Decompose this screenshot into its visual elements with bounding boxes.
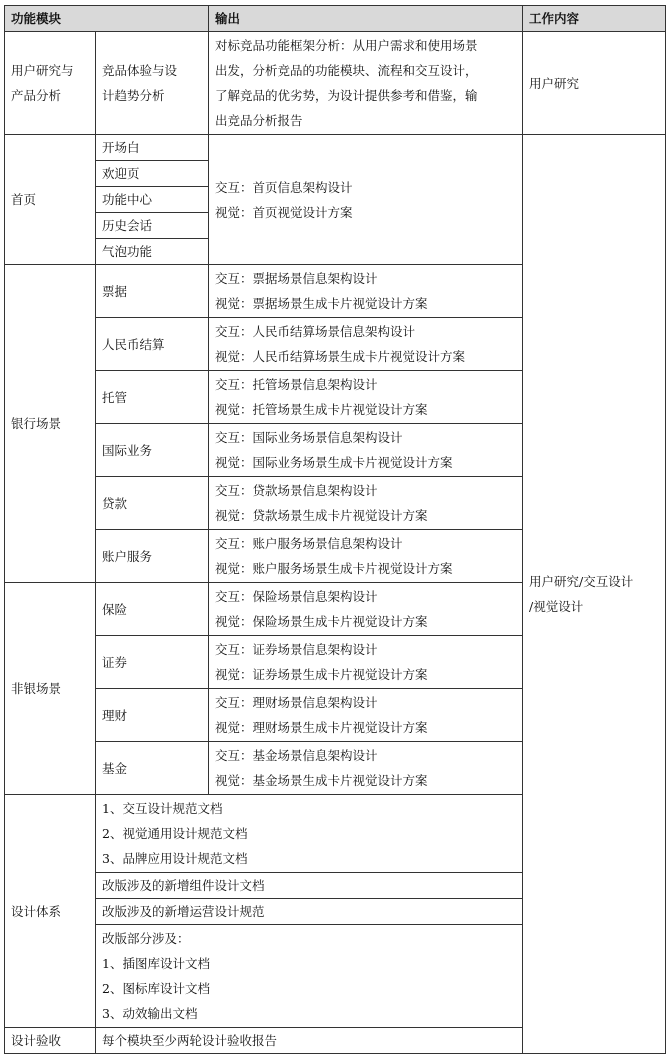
research-module: 用户研究与 产品分析 — [5, 32, 96, 135]
nonbank-module: 非银场景 — [5, 583, 96, 795]
home-sub-item: 欢迎页 — [96, 161, 209, 187]
nonbank-output: 交互：保险场景信息架构设计 视觉：保险场景生成卡片视觉设计方案 — [209, 583, 523, 636]
nonbank-output: 交互：基金场景信息架构设计 视觉：基金场景生成卡片视觉设计方案 — [209, 742, 523, 795]
system-output: 改版涉及的新增运营设计规范 — [96, 899, 523, 925]
bank-sub: 账户服务 — [96, 530, 209, 583]
research-output: 对标竞品功能框架分析：从用户需求和使用场景 出发，分析竞品的功能模块、流程和交互设计， 了解竞品的优劣势，为设计提供参考和借鉴，输 出竞品分析报告 — [209, 32, 523, 135]
bank-sub: 人民币结算 — [96, 318, 209, 371]
system-output: 1、交互设计规范文档 2、视觉通用设计规范文档 3、品牌应用设计规范文档 — [96, 795, 523, 873]
nonbank-output: 交互：证券场景信息架构设计 视觉：证券场景生成卡片视觉设计方案 — [209, 636, 523, 689]
home-module: 首页 — [5, 135, 96, 265]
header-module: 功能模块 — [5, 6, 209, 32]
bank-output: 交互：贷款场景信息架构设计 视觉：贷款场景生成卡片视觉设计方案 — [209, 477, 523, 530]
bank-output: 交互：托管场景信息架构设计 视觉：托管场景生成卡片视觉设计方案 — [209, 371, 523, 424]
requirements-table — [4, 5, 666, 1054]
bank-output: 交互：人民币结算场景信息架构设计 视觉：人民币结算场景生成卡片视觉设计方案 — [209, 318, 523, 371]
home-output: 交互：首页信息架构设计 视觉：首页视觉设计方案 — [209, 135, 523, 265]
nonbank-sub: 理财 — [96, 689, 209, 742]
acceptance-module: 设计验收 — [5, 1028, 96, 1054]
header-row — [5, 6, 666, 32]
bank-sub: 票据 — [96, 265, 209, 318]
bank-sub: 贷款 — [96, 477, 209, 530]
research-row — [5, 32, 666, 135]
system-output: 改版涉及的新增组件设计文档 — [96, 873, 523, 899]
nonbank-sub: 证券 — [96, 636, 209, 689]
bank-module: 银行场景 — [5, 265, 96, 583]
bank-output: 交互：账户服务场景信息架构设计 视觉：账户服务场景生成卡片视觉设计方案 — [209, 530, 523, 583]
home-sub-item: 气泡功能 — [96, 239, 209, 265]
bank-output: 交互：国际业务场景信息架构设计 视觉：国际业务场景生成卡片视觉设计方案 — [209, 424, 523, 477]
nonbank-output: 交互：理财场景信息架构设计 视觉：理财场景生成卡片视觉设计方案 — [209, 689, 523, 742]
header-work: 工作内容 — [523, 6, 666, 32]
home-row — [5, 135, 666, 161]
acceptance-output: 每个模块至少两轮设计验收报告 — [96, 1028, 523, 1054]
bank-output: 交互：票据场景信息架构设计 视觉：票据场景生成卡片视觉设计方案 — [209, 265, 523, 318]
nonbank-sub: 保险 — [96, 583, 209, 636]
research-work: 用户研究 — [523, 32, 666, 135]
home-sub-item: 历史会话 — [96, 213, 209, 239]
nonbank-sub: 基金 — [96, 742, 209, 795]
bank-sub: 托管 — [96, 371, 209, 424]
research-sub: 竞品体验与设 计趋势分析 — [96, 32, 209, 135]
mid-work: 用户研究/交互设计 /视觉设计 — [523, 135, 666, 1054]
system-module: 设计体系 — [5, 795, 96, 1028]
home-sub-item: 功能中心 — [96, 187, 209, 213]
header-output: 输出 — [209, 6, 523, 32]
home-sub-item: 开场白 — [96, 135, 209, 161]
system-output: 改版部分涉及： 1、插图库设计文档 2、图标库设计文档 3、动效输出文档 — [96, 925, 523, 1028]
bank-sub: 国际业务 — [96, 424, 209, 477]
